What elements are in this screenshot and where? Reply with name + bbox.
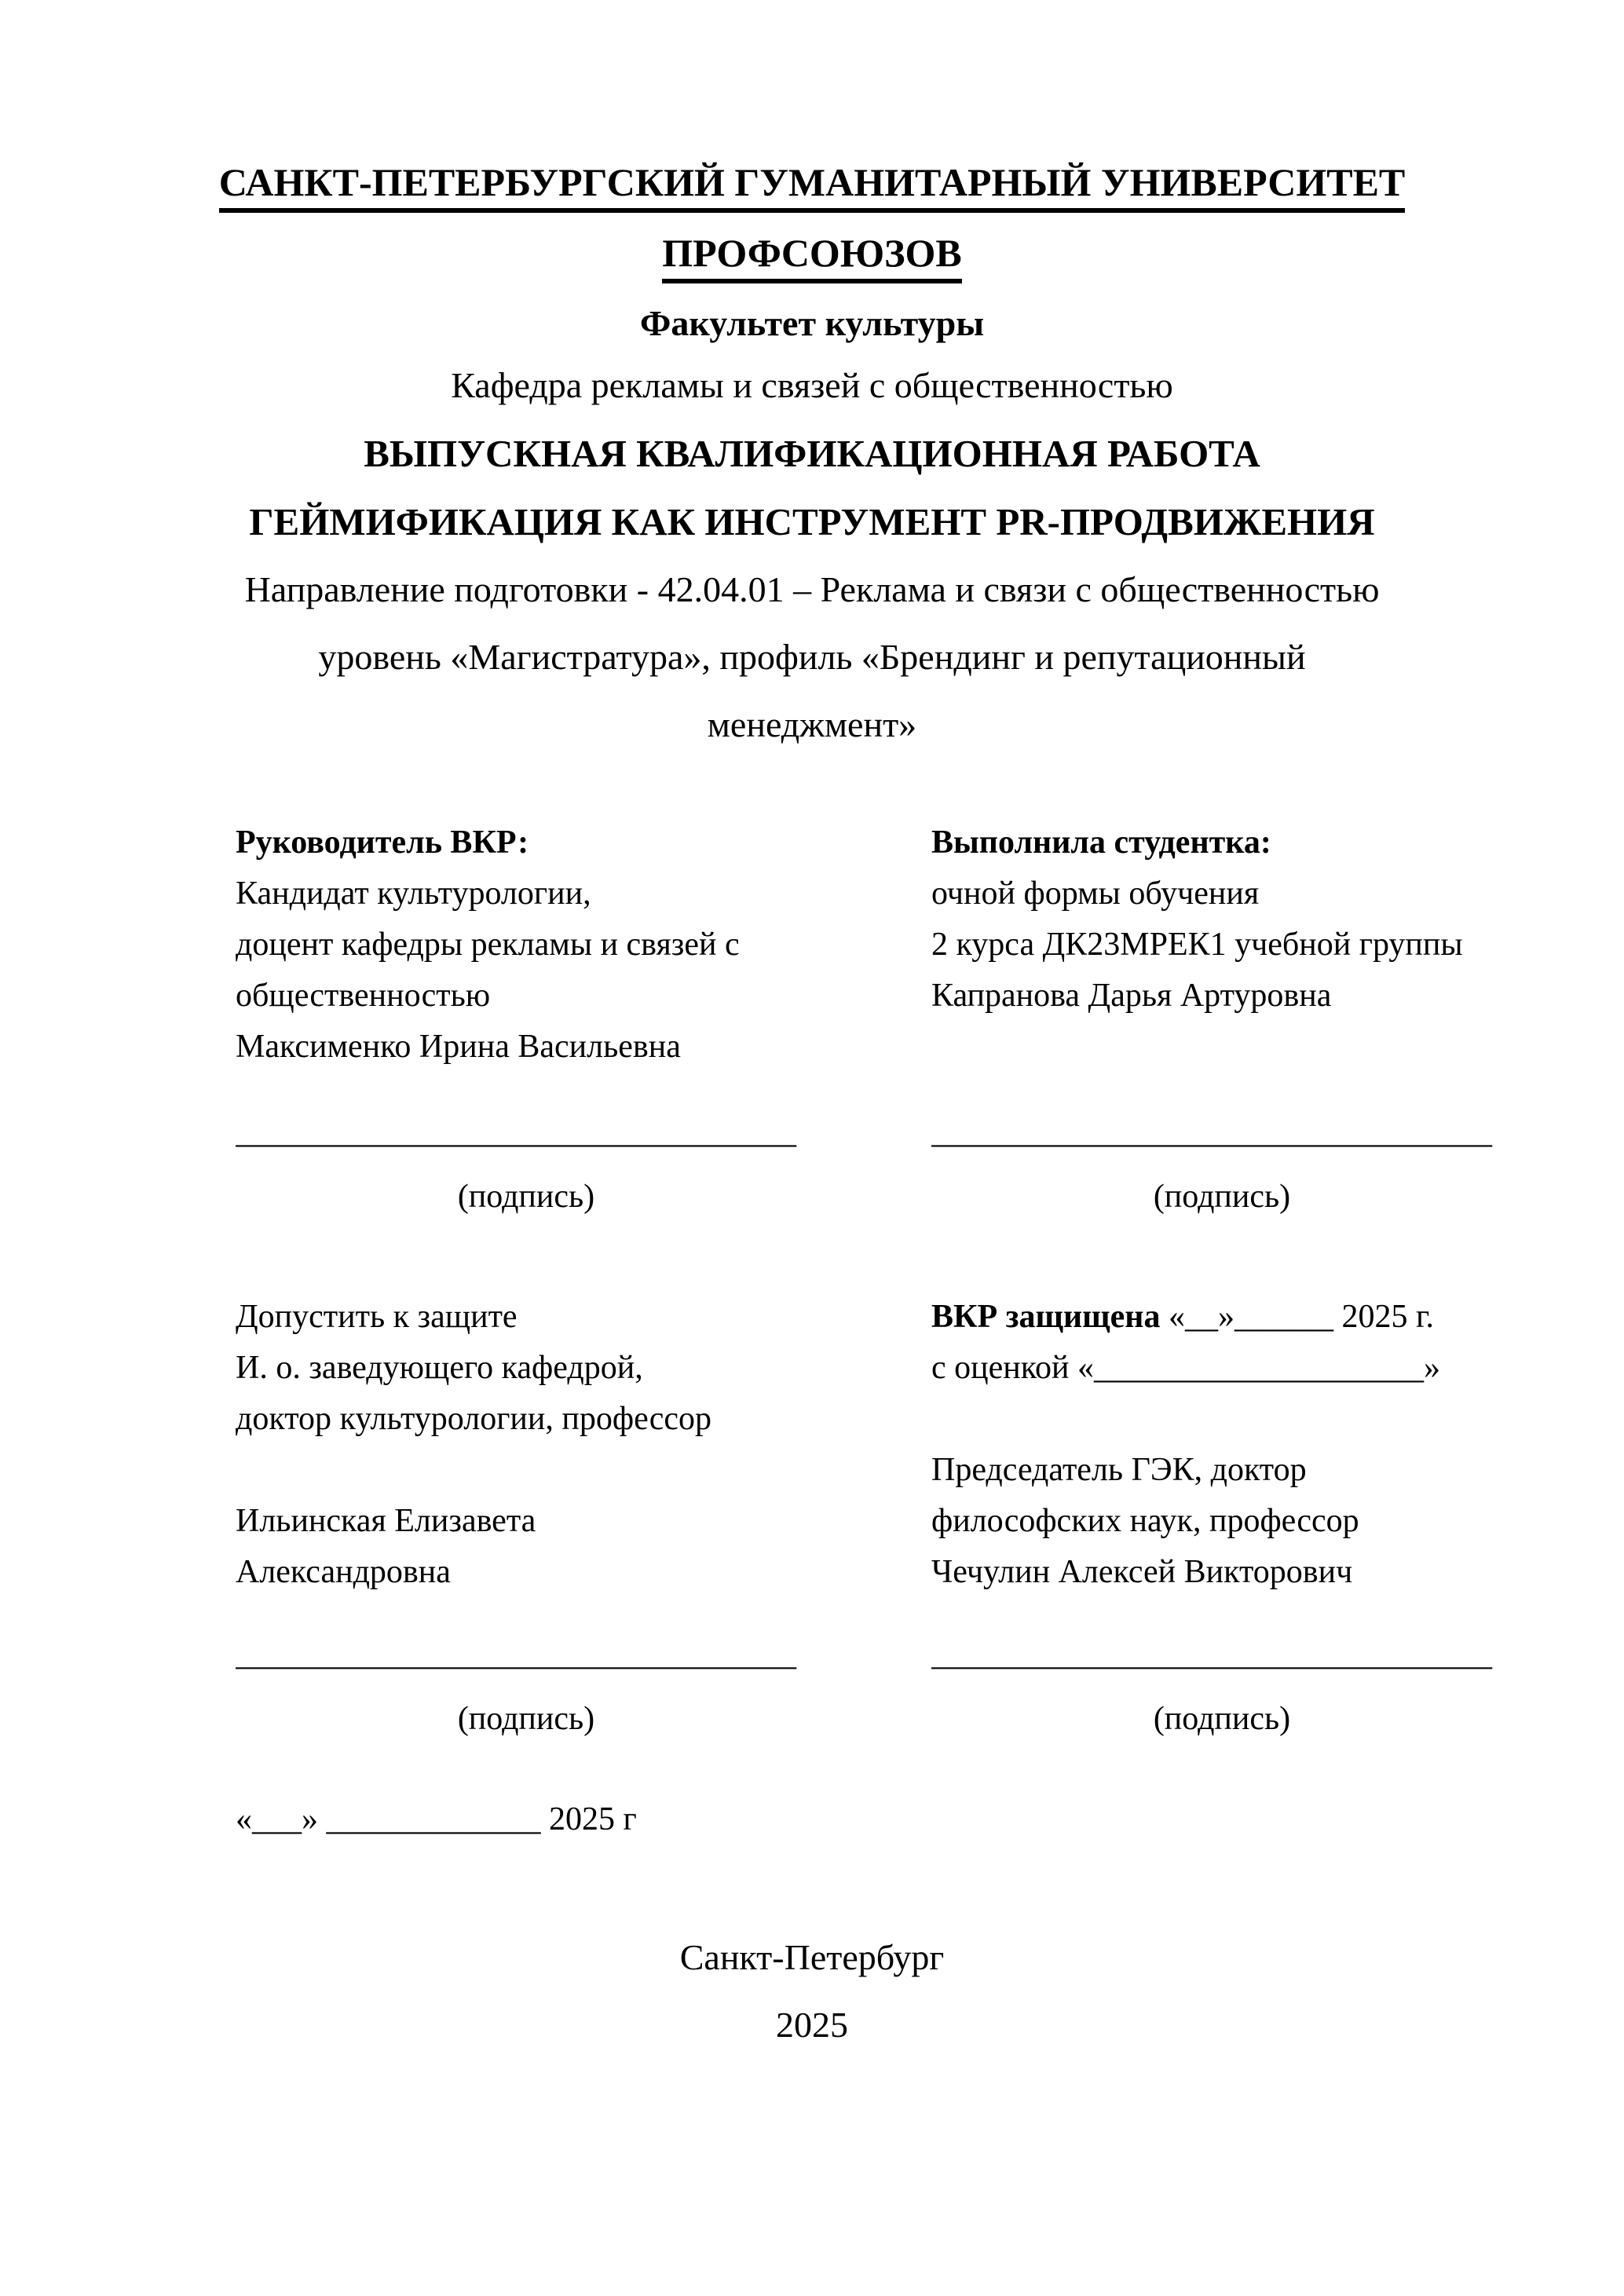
program-level-line2: менеджмент» [707, 704, 917, 744]
admission-line2: И. о. заведующего кафедрой, [236, 1350, 643, 1386]
university-name-line2 [0, 230, 1624, 276]
university-name-line2-text: ПРОФСОЮЗОВ [662, 231, 962, 283]
supervisor-degree-line1: Кандидат культурологии, [236, 876, 591, 912]
defense-signature-line: __________________________________ [931, 1636, 1492, 1673]
university-name-line1 [0, 159, 1624, 205]
admission-line3: доктор культурологии, профессор [236, 1401, 712, 1437]
admission-signature-caption: (подпись) [457, 1701, 595, 1737]
admission-line1: Допустить к защите [236, 1299, 518, 1335]
defense-label: ВКР защищена [931, 1299, 1161, 1335]
student-info-line1: очной формы обучения [931, 876, 1260, 912]
supervisor-block [236, 817, 832, 1073]
student-label: Выполнила студентка: [931, 824, 1271, 861]
admission-name-line2: Александровна [236, 1554, 451, 1590]
supervisor-signature-caption: (подпись) [457, 1179, 595, 1215]
work-type-heading: ВЫПУСКНАЯ КВАЛИФИКАЦИОННАЯ РАБОТА [364, 432, 1260, 475]
supervisor-degree-line3: общественностью [236, 978, 491, 1014]
student-info-line2: 2 курса ДК23МРЕК1 учебной группы [931, 927, 1463, 963]
supervisor-signature-line: __________________________________ [236, 1114, 796, 1150]
student-block [931, 817, 1528, 1022]
defense-chair-line1: Председатель ГЭК, доктор [931, 1452, 1307, 1488]
defense-grade-line: с оценкой «____________________» [931, 1350, 1440, 1386]
admission-signature-line: __________________________________ [236, 1636, 796, 1673]
defense-date-rest: «__»______ 2025 г. [1160, 1299, 1434, 1335]
footer-city: Санкт-Петербург [679, 1937, 945, 1977]
student-signature-line: __________________________________ [931, 1114, 1492, 1150]
footer-year: 2025 [776, 2005, 848, 2045]
work-title-heading: ГЕЙМИФИКАЦИЯ КАК ИНСТРУМЕНТ PR-ПРОДВИЖЕНИЯ [249, 500, 1375, 543]
student-signature-caption: (подпись) [1153, 1179, 1291, 1215]
university-name-line1-text: САНКТ-ПЕТЕРБУРГСКИЙ ГУМАНИТАРНЫЙ УНИВЕРСИТЕТ [219, 160, 1406, 213]
admission-name-line1: Ильинская Елизавета [236, 1503, 536, 1539]
defense-spacer [931, 1394, 1528, 1445]
defense-date-line [931, 1292, 1528, 1343]
defense-signature-caption: (подпись) [1153, 1701, 1291, 1737]
supervisor-label: Руководитель ВКР: [236, 824, 529, 861]
program-direction-line: Направление подготовки - 42.04.01 – Реклама и связи с общественностью [244, 569, 1380, 609]
supervisor-degree-line2: доцент кафедры рекламы и связей с [236, 927, 740, 963]
admission-spacer [236, 1445, 832, 1496]
defense-block [931, 1292, 1528, 1598]
student-name: Капранова Дарья Артуровна [931, 978, 1332, 1014]
program-level-line1: уровень «Магистратура», профиль «Брендинг и репутационный [318, 637, 1306, 677]
admission-date-line: «___» _____________ 2025 г [236, 1801, 637, 1837]
defense-chair-line2: философских наук, профессор [931, 1503, 1359, 1539]
admission-block [236, 1292, 832, 1598]
defense-chair-name: Чечулин Алексей Викторович [931, 1554, 1353, 1590]
supervisor-name: Максименко Ирина Васильевна [236, 1029, 681, 1065]
department-name: Кафедра рекламы и связей с общественностью [451, 365, 1173, 405]
faculty-name: Факультет культуры [639, 303, 985, 343]
